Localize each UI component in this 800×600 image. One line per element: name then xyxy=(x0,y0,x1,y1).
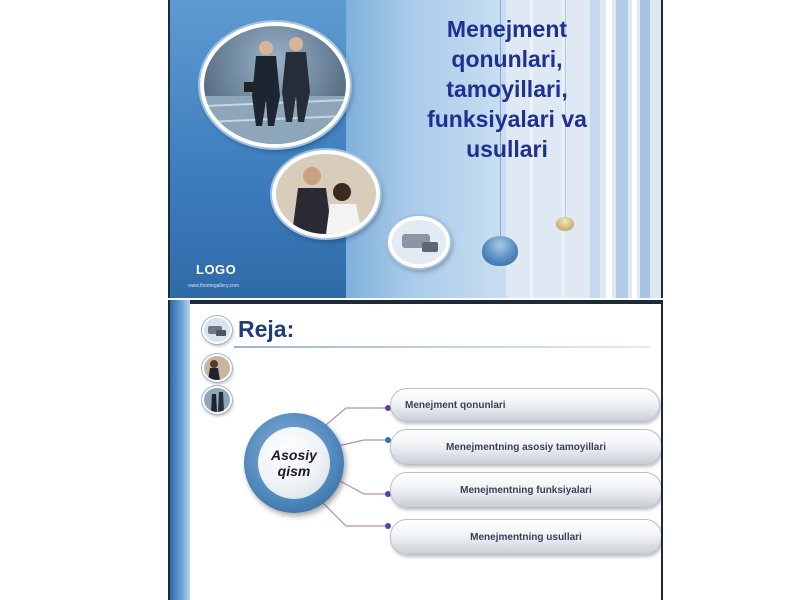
agenda-item-laws[interactable] xyxy=(390,388,660,422)
hub-inner-circle xyxy=(258,427,330,499)
small-photo xyxy=(388,216,450,268)
slide-title: Menejment qonunlari, tamoyillari, funksiyalari va usullari xyxy=(427,16,587,162)
phone-icon xyxy=(392,220,446,264)
logo-subtitle: www.themegallery.com xyxy=(188,283,240,289)
item-dot xyxy=(385,523,391,529)
agenda-item-functions[interactable] xyxy=(390,472,662,508)
meeting-photo xyxy=(272,150,380,238)
hub-label: Asosiy qism xyxy=(271,447,317,479)
decor-stripe xyxy=(632,0,637,298)
slide-heading: Reja: xyxy=(238,316,295,342)
agenda-item-label: Menejment qonunlari xyxy=(405,399,506,411)
pendulum-ball-blue xyxy=(482,236,518,266)
agenda-item-label: Menejmentning funksiyalari xyxy=(460,484,592,496)
agenda-slide xyxy=(168,300,663,600)
business-people-photo xyxy=(200,22,350,148)
agenda-item-principles[interactable] xyxy=(390,429,662,465)
pendulum-ball-gold xyxy=(556,217,574,231)
agenda-item-label: Menejmentning asosiy tamoyillari xyxy=(445,441,607,453)
office-people-icon xyxy=(276,154,376,234)
walking-people-icon xyxy=(204,26,346,144)
decor-stripe xyxy=(640,0,650,298)
agenda-item-methods[interactable] xyxy=(390,519,662,555)
title-slide xyxy=(168,0,663,298)
logo-text: LOGO xyxy=(196,262,237,277)
agenda-item-label: Menejmentning usullari xyxy=(470,531,582,543)
hub-circle xyxy=(244,413,344,513)
